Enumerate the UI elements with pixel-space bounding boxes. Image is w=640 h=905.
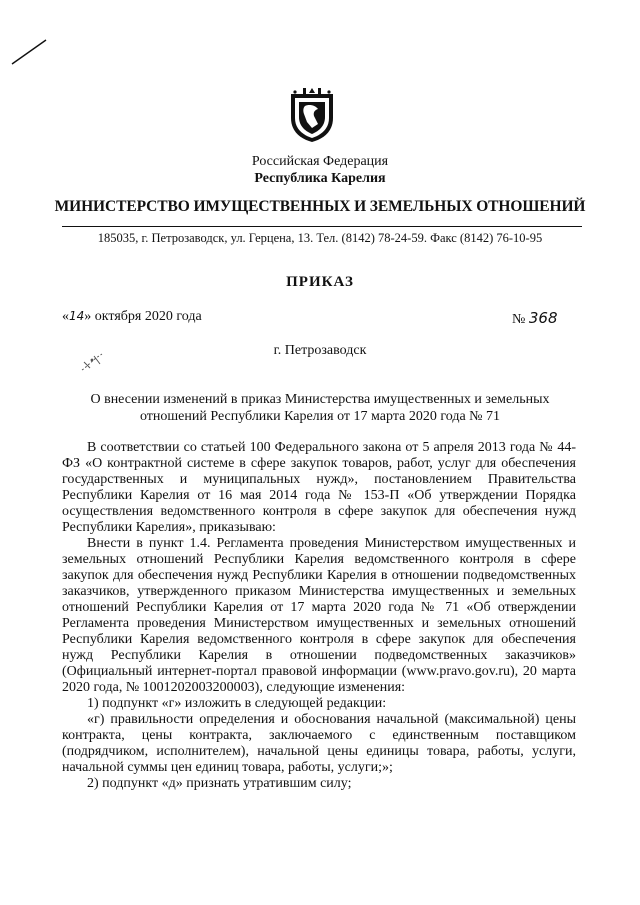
body-paragraph: В соответствии со статьей 100 Федерального закона от 5 апреля 2013 года № 44-ФЗ «О контрактной системе в сфере закупок товаров, работ, услуг для обеспечения государственных и муниципальных нужд», постановлением Правительства Республики Карелия от 16 мая 2014 года № 153-П «Об утверждении Порядка осуществления ведомственного контроля в сфере закупок для обеспечения нужд Республики Карелия», приказываю: — [62, 440, 576, 535]
handwritten-stroke — [10, 38, 50, 68]
ministry-name: МИНИСТЕРСТВО ИМУЩЕСТВЕННЫХ И ЗЕМЕЛЬНЫХ ОТНОШЕНИЙ — [54, 198, 586, 215]
country-name: Российская Федерация — [251, 154, 389, 169]
number-prefix: № — [512, 312, 526, 327]
document-title: ПРИКАЗ — [286, 274, 354, 290]
number-handwritten: 368 — [528, 309, 558, 327]
header-divider — [62, 226, 582, 227]
order-number — [512, 309, 558, 328]
document-body — [62, 440, 576, 792]
body-paragraph: 2) подпункт «д» признать утратившим силу; — [87, 776, 352, 791]
city-name: г. Петрозаводск — [273, 343, 367, 358]
date-day-handwritten: 14 — [69, 309, 85, 323]
body-paragraph: 1) подпункт «г» изложить в следующей редакции: — [87, 696, 387, 711]
body-paragraph: Внести в пункт 1.4. Регламента проведения Министерством имущественных и земельных отношений Республики Карелия ведомственного контроля в сфере закупок для обеспечения нужд Республики Карелия в отношении подведомственных заказчиков, утвержденного приказом Министерства имущественных и земельных отношений Республики Карелия от 17 марта 2020 года № 71 «Об отверждении Регламента проведения Министерством имущественных и земельных отношений Республики Карелия ведомственного контроля в сфере закупок для обеспечения нужд Республики Карелия в отношении подведомственных заказчиков» (Официальный интернет-портал правовой информации (www.pravo.gov.ru), 20 марта 2020 года, № 1001202003200003), следующие изменения: — [62, 536, 576, 695]
order-subject: О внесении изменений в приказ Министерства имущественных и земельных отношений Республики Карелия от 17 марта 2020 года № 71 — [90, 392, 550, 424]
body-paragraph: «г) правильности определения и обоснования начальной (максимальной) цены контракта, цены контракта, заключаемого с единственным поставщиком (подрядчиком, исполнителем), начальной цены единицы товара, работы, услуги, начальной суммы цен единиц товара, работы, услуги;»; — [62, 712, 576, 775]
republic-name: Республика Карелия — [254, 171, 386, 186]
date-rest: » октября 2020 года — [84, 309, 202, 324]
order-date — [62, 309, 202, 325]
coat-of-arms-icon — [285, 84, 339, 144]
ministry-address: 185035, г. Петрозаводск, ул. Герцена, 13. Тел. (8142) 78-24-59. Факс (8142) 76-10-95 — [97, 231, 543, 245]
date-open-quote: « — [62, 309, 69, 324]
